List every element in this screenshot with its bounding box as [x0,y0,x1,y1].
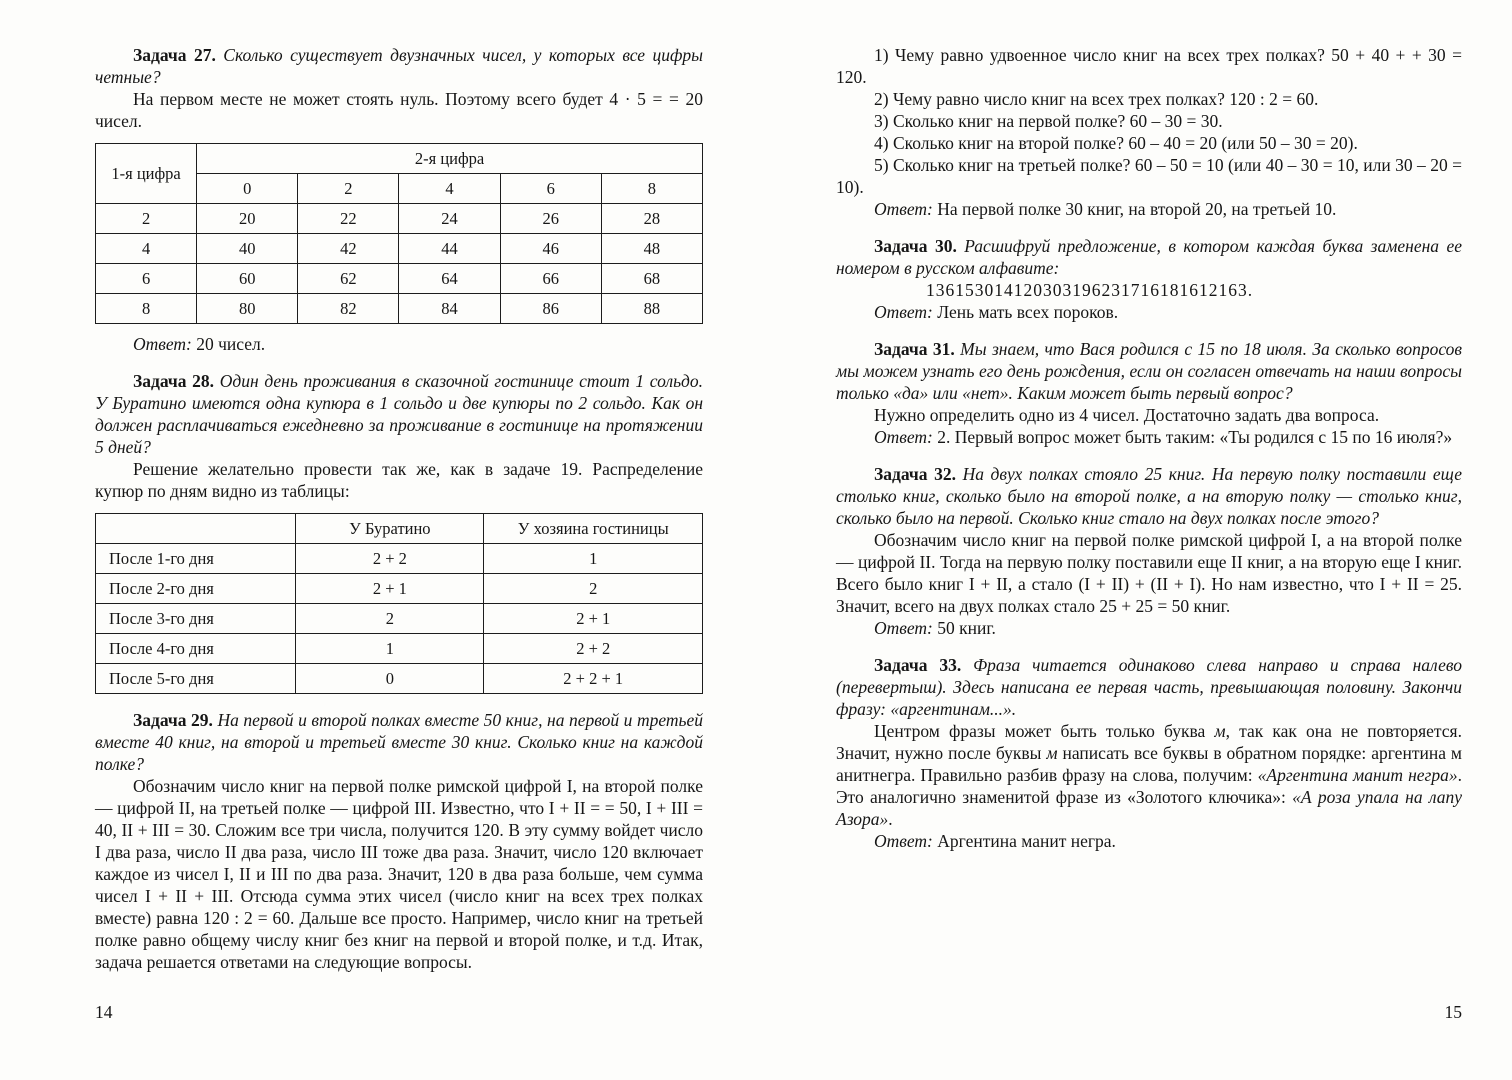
table-cell: 60 [197,264,298,294]
table-corner-header: 1-я цифра [96,144,197,204]
problem-30-title: Задача 30. [874,236,957,256]
problem-28-solution: Решение желательно провести так же, как в задаче 19. Распределение купюр по дням видно из таблицы: [95,459,703,501]
problem-28-statement: Один день проживания в сказочной гостинице стоит 1 сольдо. У Буратино имеются одна купюра в 1 сольдо и две купюры по 2 сольдо. Как он должен расплачиваться ежедневно за проживание в гостинице на протяжении 5 дней? [95,371,704,457]
answer-label: Ответ: [874,427,933,447]
table-row [96,144,703,174]
problem-31-statement: Мы знаем, что Вася родился с 15 по 18 июля. За сколько вопросов мы можем узнать его день рождения, если он согласен отвечать на наши вопросы только «да» или «нет». Каким может быть первый вопрос? [836,339,1463,403]
table-cell: 2 [296,604,484,634]
table-cell: 68 [601,264,702,294]
row-label: После 4-го дня [96,634,296,664]
table-col-header: У хозяина гостиницы [484,514,703,544]
problem-27-answer [95,333,703,355]
table-cell: 24 [399,204,500,234]
table-cell: 2 [484,574,703,604]
problem-32-title: Задача 32. [874,464,956,484]
problem-29-answer [836,198,1462,220]
digits-table [95,143,703,324]
answer-label: Ответ: [874,618,933,638]
table-cell: 1 [484,544,703,574]
table-cell: 46 [500,234,601,264]
row-label: После 5-го дня [96,664,296,694]
problem-31-solution: Нужно определить одно из 4 чисел. Достаточно задать два вопроса. [874,405,1380,425]
text-run: «Аргентина манит негра» [1257,765,1458,785]
row-label: 6 [96,264,197,294]
problem-29-question-4: 4) Сколько книг на второй полке? 60 – 40 = 20 (или 50 – 30 = 20). [874,133,1358,153]
table-row [96,234,703,264]
table-col-header: У Буратино [296,514,484,544]
problem-28-title: Задача 28. [133,371,215,391]
table-cell: 2 + 2 [484,634,703,664]
text-run: . Это аналогично знаменитой фразе из «Золотого ключика»: [836,765,1462,807]
table-row [96,514,703,544]
problem-29-question-5: 5) Сколько книг на третьей полке? 60 – 50 = 10 (или 40 – 30 = 10, или 30 – 20 = 10). [836,155,1462,197]
problem-33-statement: Фраза читается одинаково слева направо и справа налево (перевертыш). Здесь написана ее первая часть, превышающая половину. Закончи фразу: «аргентинам...». [836,655,1462,719]
text-run: написать все буквы в обратном порядке: аргентина м анитнегра. Правильно разбив фразу на слова, получим: [836,743,1462,785]
table-cell: 88 [601,294,702,324]
answer-text: Аргентина манит негра. [937,831,1116,851]
answer-text: На первой полке 30 книг, на второй 20, на третьей 10. [937,199,1337,219]
problem-32-statement: На двух полках стояло 25 книг. На первую полку поставили еще столько книг, сколько было на второй полке, а на вторую полку — столько книг, сколько было на первой. Сколько книг стало на двух полках после этого? [836,464,1462,528]
problem-33-answer [836,830,1462,852]
answer-text: 50 книг. [937,618,996,638]
answer-label: Ответ: [874,302,933,322]
problem-29-solution: Обозначим число книг на первой полке римской цифрой I, на второй полке — цифрой II, на третьей полке — цифрой III. Известно, что I + II = = 50, I + III = 40, II + III = 30. Сложим все три числа, получится 120. В эту сумму войдет число I два раза, число II два раза, число III тоже два раза. Значит, число 120 включает каждое из чисел I, II и III по два раза. Значит, 120 в два раза больше, чем сумма чисел I + II + III. Отсюда сумма этих чисел (число книг на всех трех полках вместе) равна 120 : 2 = 60. Дальше все просто. Например, число книг на третьей полке равно общему числу книг без книг на первой и второй полке, и т.д. Итак, задача решается ответами на следующие вопросы. [95,776,703,972]
table-col-header: 6 [500,174,601,204]
table-cell: 66 [500,264,601,294]
problem-29-heading [95,709,703,775]
table-col-header: 4 [399,174,500,204]
table-cell: 64 [399,264,500,294]
table-row [96,604,703,634]
problem-29-question-1: 1) Чему равно удвоенное число книг на всех трех полках? 50 + 40 + + 30 = 120. [836,45,1462,87]
problem-32-heading [836,463,1462,529]
problem-27-title: Задача 27. [133,45,216,65]
problem-31-answer [836,426,1462,448]
table-cell: 62 [298,264,399,294]
table-row [96,294,703,324]
problem-29-statement: На первой и второй полках вместе 50 книг, на первой и третьей вместе 40 книг, на второй и третьей вместе 30 книг. Сколько книг на каждой полке? [95,710,703,774]
row-label: После 3-го дня [96,604,296,634]
problem-28-heading [95,370,703,458]
row-label: 8 [96,294,197,324]
table-cell: 1 [296,634,484,664]
table-col-header: 8 [601,174,702,204]
table-group-header: 2-я цифра [197,144,703,174]
page-number-right: 15 [1444,1002,1462,1022]
table-cell: 80 [197,294,298,324]
table-cell: 42 [298,234,399,264]
page-right [836,44,1463,1022]
table-cell: 2 + 1 [484,604,703,634]
banknotes-table [95,513,703,694]
table-row [96,204,703,234]
table-row [96,574,703,604]
row-label: 4 [96,234,197,264]
problem-29-title: Задача 29. [133,710,213,730]
answer-label: Ответ: [874,199,933,219]
table-cell: 86 [500,294,601,324]
problem-32-solution: Обозначим число книг на первой полке римской цифрой I, а на второй полке — цифрой II. Тогда на первую полку поставили еще II книг, а на вторую еще I книг. Всего было книг I + II, а стало (I + II) + (II + I). Но нам известно, что I + II = 25. Значит, всего на двух полках стало 25 + 25 = 50 книг. [836,530,1462,616]
text-run: м [1214,721,1226,741]
table-cell: 28 [601,204,702,234]
table-cell: 48 [601,234,702,264]
problem-33-solution [836,720,1462,830]
text-run: . [888,809,893,829]
table-cell: 22 [298,204,399,234]
problem-33-title: Задача 33. [874,655,962,675]
table-cell: 26 [500,204,601,234]
text-run: «А роза упала на лапу Азора» [836,787,1462,829]
table-cell: 84 [399,294,500,324]
problem-30-cipher: 136153014120303196231716181612163. [926,280,1254,300]
table-row [96,634,703,664]
table-row [96,264,703,294]
row-label: После 1-го дня [96,544,296,574]
row-label: 2 [96,204,197,234]
table-cell: 40 [197,234,298,264]
problem-31-title: Задача 31. [874,339,955,359]
problem-27-solution: На первом месте не может стоять нуль. Поэтому всего будет 4 · 5 = = 20 чисел. [95,89,703,131]
answer-text: 20 чисел. [196,334,266,354]
problem-31-heading [836,338,1462,404]
table-cell: 0 [296,664,484,694]
row-label: После 2-го дня [96,574,296,604]
text-run: м [1046,743,1058,763]
problem-30-answer [836,301,1462,323]
table-row [96,544,703,574]
answer-label: Ответ: [874,831,933,851]
problem-27-statement: Сколько существует двузначных чисел, у которых все цифры четные? [95,45,703,87]
problem-33-heading [836,654,1462,720]
answer-text: Лень мать всех пороков. [937,302,1119,322]
table-cell: 44 [399,234,500,264]
problem-32-answer [836,617,1462,639]
page-number-left: 14 [95,1002,113,1022]
problem-30-heading [836,235,1462,279]
text-run: , так как она не повторяется. Значит, нужно после буквы [836,721,1462,763]
table-row [96,664,703,694]
problem-27-heading [95,44,703,88]
problem-29-question-2: 2) Чему равно число книг на всех трех полках? 120 : 2 = 60. [874,89,1319,109]
table-cell: 2 + 1 [296,574,484,604]
table-cell: 82 [298,294,399,324]
table-col-header: 2 [298,174,399,204]
table-cell: 2 + 2 [296,544,484,574]
text-run: Центром фразы может быть только буква [874,721,1215,741]
problem-30-statement: Расшифруй предложение, в котором каждая буква заменена ее номером в русском алфавите: [836,236,1462,278]
table-cell: 20 [197,204,298,234]
page-left [95,44,704,1022]
table-col-header [96,514,296,544]
problem-29-question-3: 3) Сколько книг на первой полке? 60 – 30 = 30. [874,111,1223,131]
table-cell: 2 + 2 + 1 [484,664,703,694]
answer-label: Ответ: [133,334,192,354]
table-col-header: 0 [197,174,298,204]
answer-text: 2. Первый вопрос может быть таким: «Ты родился с 15 по 16 июля?» [937,427,1453,447]
